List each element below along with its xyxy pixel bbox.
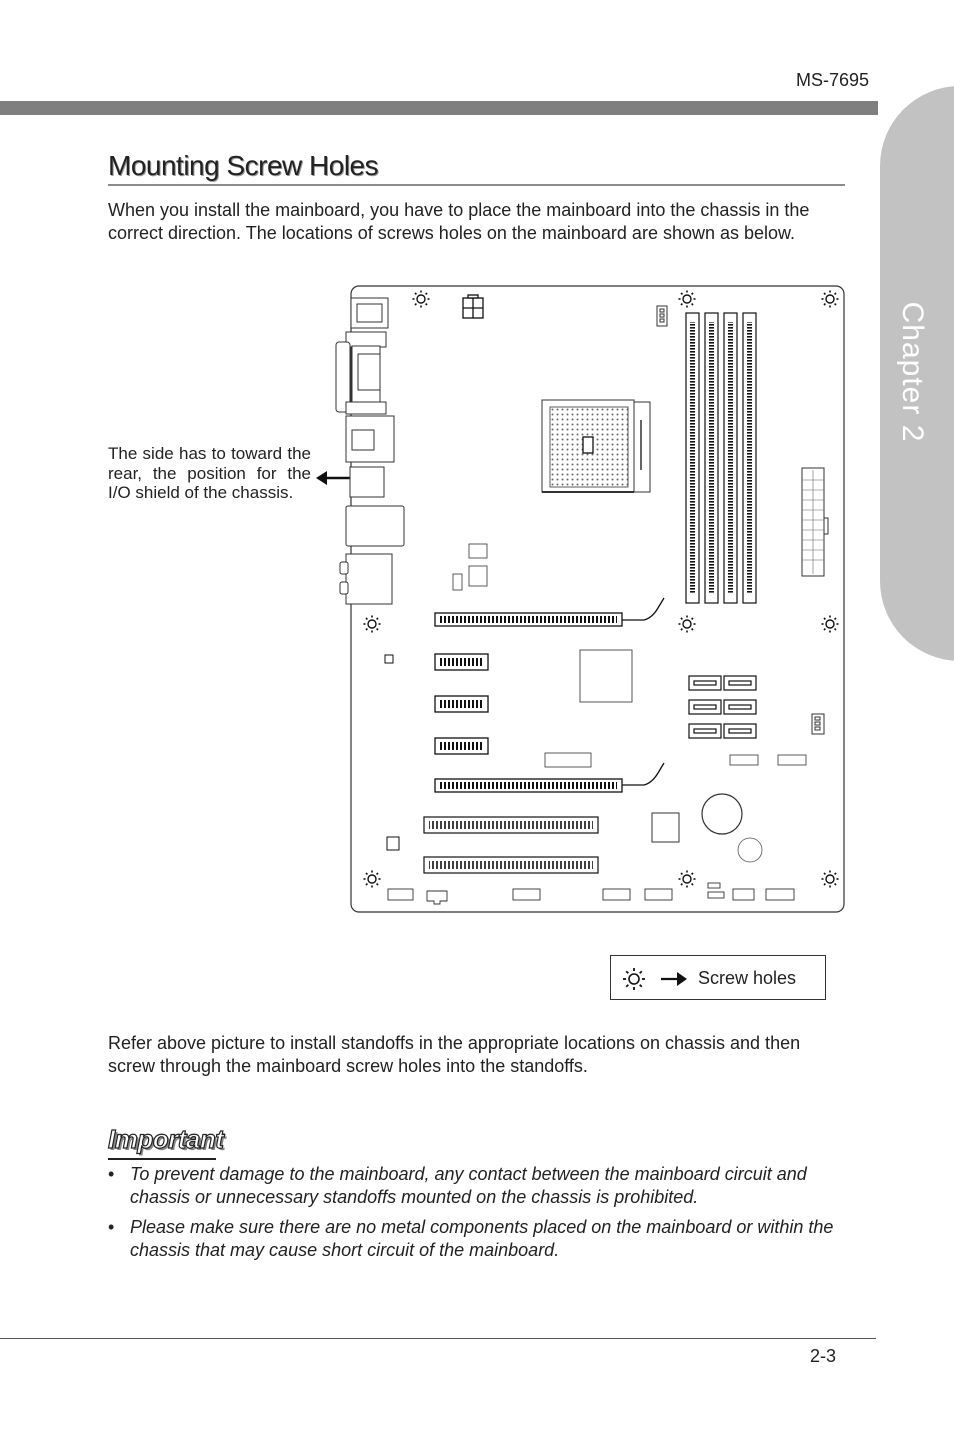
chipset xyxy=(580,650,632,702)
small-square-2 xyxy=(387,837,399,850)
intro-paragraph: When you install the mainboard, you have to place the mainboard into the chassis in the correct direction. The locations of screws holes on the mainboard are shown as below. xyxy=(108,200,810,243)
important-heading: Important xyxy=(108,1124,224,1154)
buzzer xyxy=(738,838,762,862)
mainboard-diagram xyxy=(320,282,850,918)
page-number: 2-3 xyxy=(810,1346,837,1366)
list-item xyxy=(108,1216,853,1262)
pcie-x1-slots xyxy=(435,654,488,754)
atx-power-connector xyxy=(802,468,828,576)
model-number: MS-7695 xyxy=(796,70,870,90)
legend-label: Screw holes xyxy=(698,968,797,988)
header-bar xyxy=(0,101,878,115)
screw-hole-legend-icon xyxy=(619,964,689,994)
list-item-text: Please make sure there are no metal components placed on the mainboard or within the chassis that may cause short circuit of the mainboard. xyxy=(130,1217,834,1260)
footer-rule xyxy=(0,1338,876,1339)
list-item-text: To prevent damage to the mainboard, any contact between the mainboard circuit and chassis or unnecessary standoffs mounted on the chassis is prohibited. xyxy=(130,1164,807,1207)
important-underline xyxy=(108,1158,216,1160)
chapter-label: Chapter 2 xyxy=(896,301,929,443)
io-side-note: The side has to toward the rear, the position for the I/O shield of the chassis. xyxy=(108,444,311,502)
refer-paragraph: Refer above picture to install standoffs in the appropriate locations on chassis and then screw through the mainboard screw holes into the standoffs. xyxy=(108,1033,801,1076)
bullet-icon: • xyxy=(108,1217,115,1237)
small-square-1 xyxy=(385,655,393,663)
io-chip xyxy=(652,813,679,842)
screw-hole-legend xyxy=(610,955,826,1000)
title-underline xyxy=(108,184,845,186)
cmos-battery xyxy=(702,794,742,834)
cpu-power-connector xyxy=(463,295,483,318)
cpu-socket xyxy=(542,400,650,492)
section-title: Mounting Screw Holes xyxy=(108,150,379,181)
bullet-icon: • xyxy=(108,1164,115,1184)
important-list xyxy=(108,1163,853,1269)
list-item xyxy=(108,1163,853,1209)
